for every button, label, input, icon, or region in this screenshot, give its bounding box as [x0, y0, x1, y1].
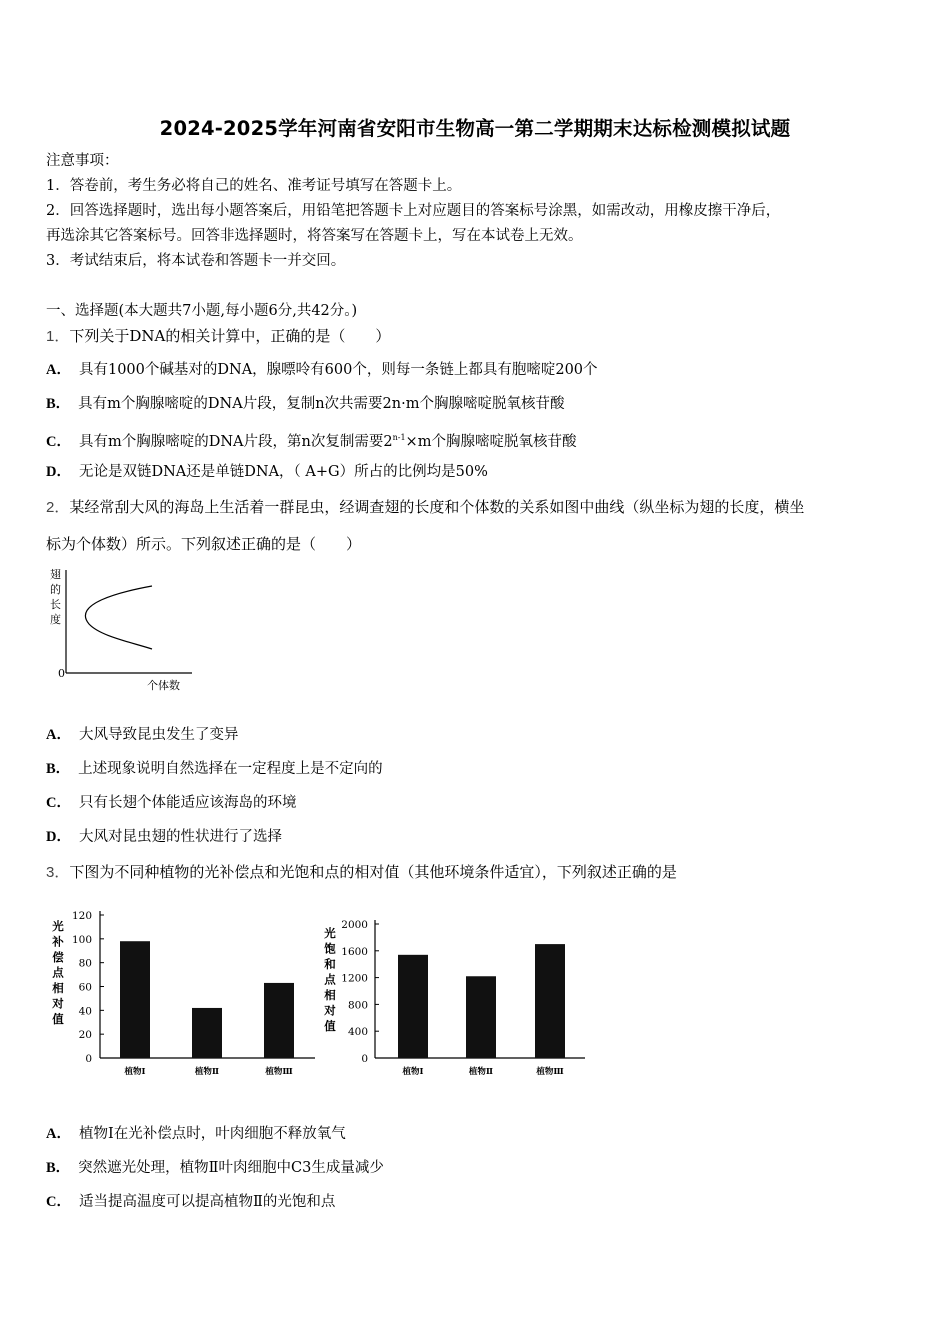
question-3 [46, 861, 677, 884]
notice-item: 2．回答选择题时，选出每小题答案后，用铅笔把答题卡上对应题目的答案标号涂黑，如需改动，用橡皮擦干净后， [46, 203, 781, 219]
section-heading: 一、选择题(本大题共7小题,每小题6分,共42分。) [46, 303, 358, 319]
x-category-label: 植物Ⅰ [402, 1067, 424, 1077]
y-tick-label: 1600 [341, 945, 368, 958]
y-tick-label: 100 [71, 933, 92, 946]
y-axis-label-char: 的 [50, 583, 61, 596]
y-tick-label: 0 [85, 1053, 92, 1065]
option-label: A． [46, 727, 71, 743]
option-label: A． [46, 1126, 71, 1142]
y-axis-label-char: 补 [52, 934, 64, 949]
question-2-cont: 标为个体数）所示。下列叙述正确的是（ ） [46, 535, 362, 553]
option-text: ×m个胸腺嘧啶脱氧核苷酸 [405, 433, 577, 450]
y-tick-label: 0 [361, 1053, 368, 1065]
y-tick-label: 800 [347, 999, 368, 1012]
y-tick-label: 60 [78, 981, 92, 994]
bar [535, 944, 565, 1058]
notice-item: 1．答卷前，考生务必将自己的姓名、准考证号填写在答题卡上。 [46, 178, 462, 194]
compensation-point-chart [40, 900, 320, 1090]
notice-heading: 注意事项： [46, 153, 119, 169]
y-axis-label-char: 光 [52, 919, 64, 933]
y-tick-label: 20 [78, 1029, 92, 1042]
question-1 [46, 325, 390, 348]
y-tick-label: 400 [347, 1026, 368, 1039]
y-tick-label: 2000 [341, 919, 368, 931]
y-axis-label-char: 偿 [52, 950, 64, 964]
y-axis-label-char: 和 [324, 957, 336, 971]
page-title: 2024-2025学年河南省安阳市生物高一第二学期期末达标检测模拟试题 [159, 117, 791, 140]
saturation-point-chart [320, 912, 590, 1090]
wing-length-figure [44, 562, 204, 697]
option-text: 只有长翅个体能适应该海岛的环境 [78, 795, 297, 811]
bar [398, 955, 428, 1058]
q1-option-c [46, 427, 576, 453]
y-tick-label: 80 [78, 957, 92, 970]
x-category-label: 植物Ⅱ [468, 1067, 494, 1077]
y-axis-label-char: 值 [324, 1019, 336, 1033]
option-label: C． [46, 795, 71, 811]
option-text: 植物Ⅰ在光补偿点时，叶肉细胞不释放氧气 [78, 1126, 346, 1142]
q2-option-a [46, 724, 238, 746]
q3-option-a [46, 1123, 346, 1145]
origin-label: 0 [58, 667, 65, 680]
question-stem: 下图为不同种植物的光补偿点和光饱和点的相对值（其他环境条件适宜），下列叙述正确的是 [69, 863, 677, 881]
exponent: n-1 [392, 433, 406, 442]
option-label: A． [46, 362, 71, 378]
question-number: 1． [46, 328, 70, 345]
y-axis-label-char: 点 [52, 965, 64, 980]
q1-option-b [46, 393, 564, 415]
option-label: D． [46, 464, 71, 480]
q2-option-b [46, 758, 383, 780]
y-axis-label-char: 光 [324, 926, 336, 940]
x-category-label: 植物Ⅱ [194, 1067, 220, 1077]
question-number: 2． [46, 499, 70, 516]
y-axis-label-char: 饱 [324, 941, 336, 956]
option-text: 突然遮光处理，植物Ⅱ叶肉细胞中C3生成量减少 [78, 1160, 384, 1176]
option-text: 具有m个胸腺嘧啶的DNA片段，第n次复制需要2 [78, 433, 393, 450]
q1-option-d [46, 461, 488, 483]
notice-item: 3．考试结束后，将本试卷和答题卡一并交回。 [46, 253, 346, 269]
option-text: 具有m个胸腺嘧啶的DNA片段，复制n次共需要2n·m个胸腺嘧啶脱氧核苷酸 [78, 396, 565, 412]
x-category-label: 植物Ⅲ [265, 1067, 293, 1077]
notice-item: 再选涂其它答案标号。回答非选择题时，将答案写在答题卡上，写在本试卷上无效。 [46, 228, 583, 244]
option-text: 大风导致昆虫发生了变异 [78, 727, 239, 743]
option-label: D． [46, 829, 71, 845]
q2-option-c [46, 792, 296, 814]
y-axis-label-char: 对 [52, 996, 64, 1011]
y-axis-label-char: 相 [324, 988, 336, 1002]
question-2 [46, 496, 804, 519]
option-text: 无论是双链DNA还是单链DNA，（ A+G）所占的比例均是50% [78, 464, 488, 480]
option-label: B． [46, 761, 71, 777]
y-tick-label: 1200 [341, 972, 368, 985]
y-axis-label-char: 点 [324, 972, 336, 987]
q3-option-c [46, 1191, 335, 1213]
y-axis-label-char: 翅 [50, 568, 61, 581]
option-label: C． [46, 1194, 71, 1210]
option-label: B． [46, 1160, 71, 1176]
q3-option-b [46, 1157, 384, 1179]
option-label: B． [46, 396, 71, 412]
y-tick-label: 40 [78, 1005, 92, 1018]
q1-option-a [46, 359, 598, 381]
option-label: C． [46, 433, 71, 450]
y-axis-label-char: 长 [50, 598, 61, 611]
y-axis-label-char: 度 [50, 613, 61, 626]
bar [264, 983, 294, 1058]
option-text: 适当提高温度可以提高植物Ⅱ的光饱和点 [78, 1194, 336, 1210]
question-stem: 下列关于DNA的相关计算中，正确的是（ ） [69, 327, 391, 345]
option-text: 具有1000个碱基对的DNA，腺嘌呤有600个，则每一条链上都具有胞嘧啶200个 [78, 362, 598, 378]
y-tick-label: 120 [71, 910, 92, 922]
y-axis-label-char: 对 [324, 1003, 336, 1018]
option-text: 上述现象说明自然选择在一定程度上是不定向的 [78, 761, 383, 777]
y-axis-label-char: 值 [52, 1012, 64, 1026]
q2-option-d [46, 826, 282, 848]
bar [466, 976, 496, 1058]
bar [120, 941, 150, 1058]
bar [192, 1008, 222, 1058]
question-stem: 某经常刮大风的海岛上生活着一群昆虫，经调查翅的长度和个体数的关系如图中曲线（纵坐标为翅的长度，横坐 [69, 498, 805, 516]
x-category-label: 植物Ⅰ [124, 1067, 146, 1077]
distribution-curve [85, 586, 152, 649]
question-number: 3． [46, 864, 70, 881]
x-axis-label: 个体数 [147, 679, 180, 692]
option-text: 大风对昆虫翅的性状进行了选择 [78, 829, 282, 845]
x-category-label: 植物Ⅲ [536, 1067, 564, 1077]
y-axis-label-char: 相 [52, 981, 64, 995]
